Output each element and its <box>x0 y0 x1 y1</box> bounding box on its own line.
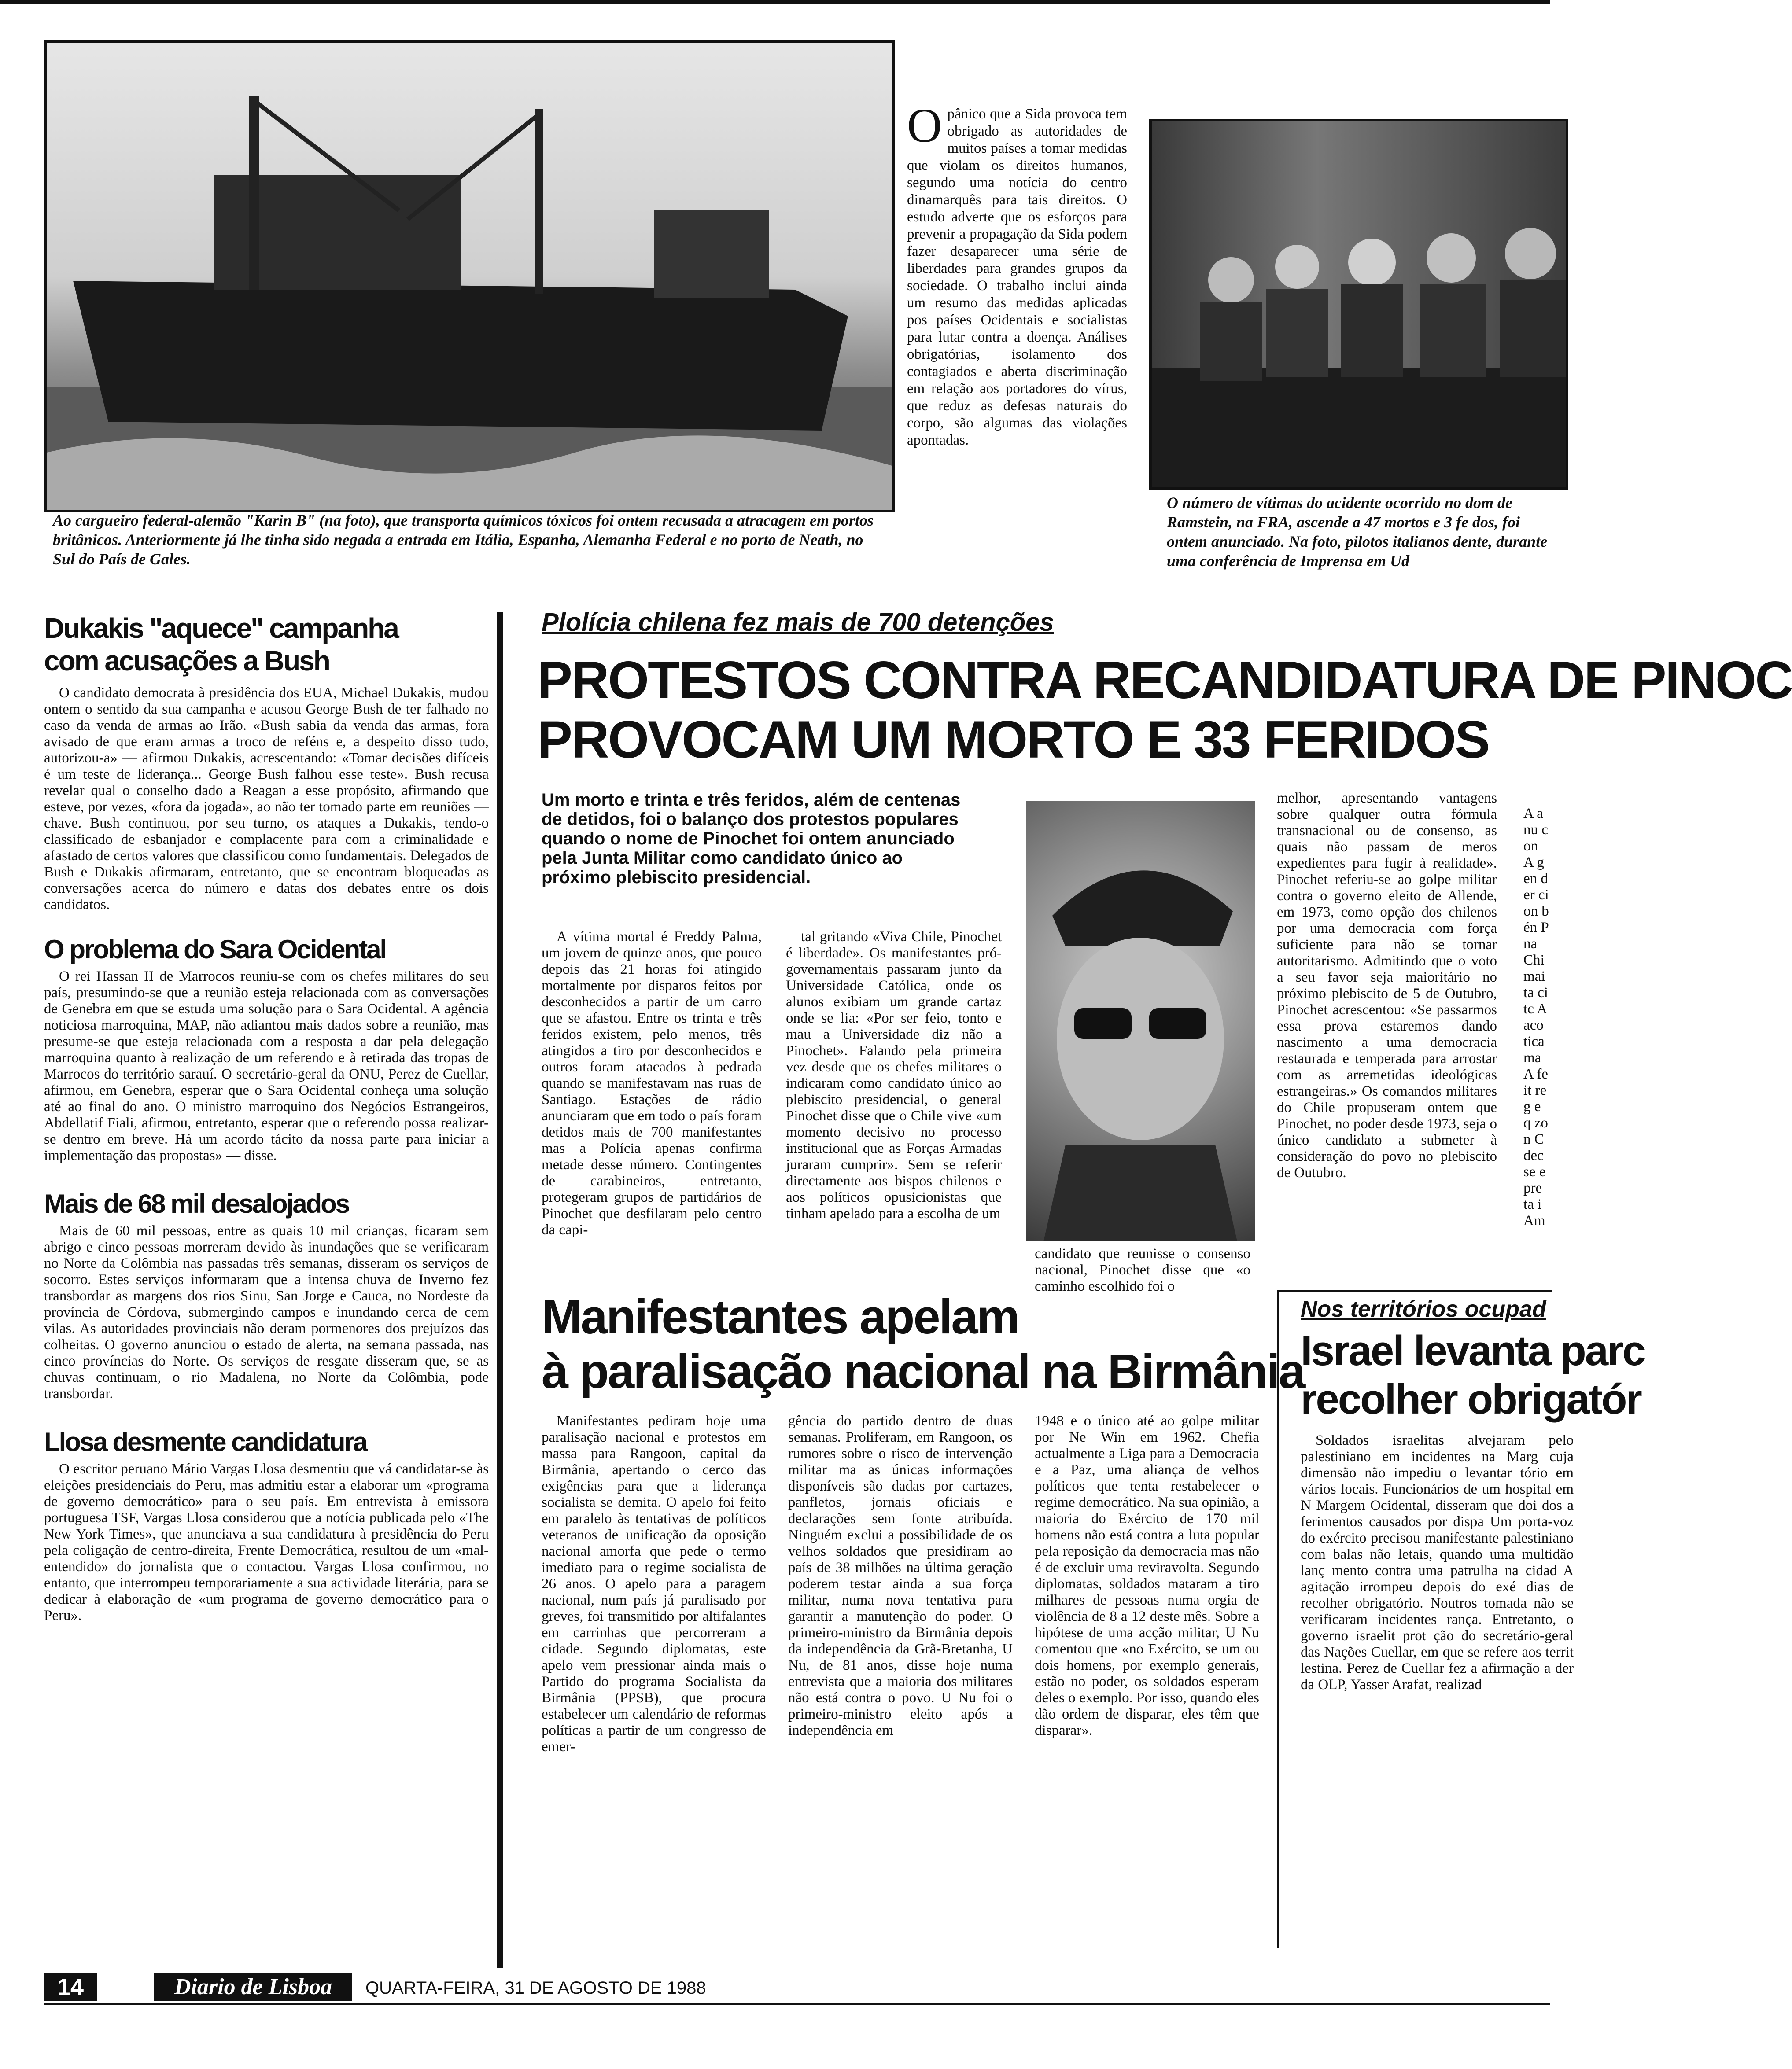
sida-dropcap: O <box>907 99 942 152</box>
pilots-photo <box>1149 119 1568 490</box>
pinochet-col-1: A vítima mortal é Freddy Palma, um jovem de quinze anos, que pouco depois das 21 horas foi atingido mortalmente por disparos feitos por desconhecidos a partir de um carro que se afastou. Entre os trinta e três feridos existem, pelo menos, três atingidos a tiro por desconhecidos e outros foram atacados à pedrada quando se manifestavam nas ruas de Santiago. Estações de rádio anunciaram que em todo o país foram detidos mais de 700 manifestantes mas a Polícia apenas confirma metade desse número. Contingentes de carabineiros, entretanto, protegeram grupos de partidários de Pinochet que desfilaram pelo centro da capi- <box>542 929 762 1238</box>
pinochet-photo <box>1026 801 1255 1241</box>
footer-rule <box>44 2003 1550 2005</box>
pinochet-col-5: A anu con A gen der cion bén P na Chi mai ta citc A aco tica ma A feit reg e q zon C dec se e pre ta i Am <box>1523 806 1549 1229</box>
birmania-headline-line-2: à paralisação nacional na Birmânia <box>542 1344 1305 1399</box>
pinochet-col-2: tal gritando «Viva Chile, Pinochet é liberdade». Os manifestantes pró-governamentais passaram junto da Universidade Católica, onde os alunos exibiam um grande cartaz onde se lia: «Por ser feio, tonto e mau a Universidade diz não a Pinochet». Falando pela primeira vez desde que os chefes militares o indicaram como candidato único ao plebiscito presidencial, o general Pinochet disse que o Chile vive «um momento decisivo no processo institucional que as Forças Armadas juraram cumprir». Sem se referir directamente aos bispos chilenos e aos políticos opusicionistas que tinham apelado para a escolha de um <box>786 929 1002 1222</box>
dukakis-text: O candidato democrata à presidência dos EUA, Michael Dukakis, mudou ontem o sentido da sua campanha e acusou George Bush de ter falhado no caso da venda de armas ao Irão. «Bush sabia da venda das armas, fora avisado de que eram armas a troco de reféns e, a despeito disso tudo, autorizou-a» — afirmou Dukakis, acrescentando: «Tomar decisões difíceis é um teste de liderança... George Bush falhou esse teste». Bush recusa revelar qual o conselho dado a Reagan a esse propósito, afirmando que esteve, por vezes, «fora da jogada», ao não ter tomado parte em reuniões — chave. Bush continuou, por seu turno, os ataques a Dukakis, tendo-o classificado de esbanjador e complacente para com a criminalidade e afastado de certos valores que classificou como fundamentais. Delegados de Bush e Dukakis afirmaram, entretanto, que se encontram bloqueadas as conversações acerca do número e datas dos debates entre os dois candidatos. <box>44 685 489 913</box>
birmania-col-1: Manifestantes pediram hoje uma paralisação nacional e protestos em massa para Rangoon, capital da Birmânia, apertando o cerco das exigências para que a liderança socialista se demita. O apelo foi feito em paralelo às tentativas de políticos veteranos de unificação da oposição nacional amorfa que pede o termo imediato para o regime socialista de 26 anos. O apelo para a paragem nacional, num país já paralisado por greves, foi transmitido por altifalantes em carrinhas que percorreram a cidade. Segundo diplomatas, este apelo vem pressionar ainda mais o Partido do programa Socialista da Birmânia (PPSB), que procura estabelecer um calendário de reformas políticas a partir de um congresso de emer- <box>542 1413 766 1755</box>
dukakis-title <box>44 612 489 677</box>
sara-title: O problema do Sara Ocidental <box>44 935 386 964</box>
pinochet-col-3: candidato que reunisse o consenso nacional, Pinochet disse que «o caminho escolhido foi o <box>1035 1246 1250 1294</box>
pinochet-lead: Um morto e trinta e três feridos, além de centenas de detidos, foi o balanço dos protestos populares quando o nome de Pinochet foi ontem anunciado pela Junta Militar como candidato único ao próximo plebiscito presidencial. <box>542 790 961 887</box>
israel-headline-line-1: Israel levanta parc <box>1301 1327 1645 1374</box>
ship-illustration <box>47 43 892 510</box>
ship-caption: Ao cargueiro federal-alemão "Karin B" (na foto), que transporta químicos tóxicos foi ontem recusada a atracagem em portos britânicos. Anteriormente já lhe tinha sido negada a entrada em Itália, Espanha, Alemanha Federal e no porto de Neath, no Sul do País de Gales. <box>53 512 874 568</box>
pinochet-headline-1: PROTESTOS CONTRA RECANDIDATURA DE PINOC <box>537 651 1792 710</box>
pinochet-illustration <box>1026 801 1255 1241</box>
birmania-col-2: gência do partido dentro de duas semanas. Proliferam, em Rangoon, os rumores sobre o risco de intervenção militar ma as únicas informações disponíveis são dadas por cartazes, panfletos, jornais oficiais e declarações sem fonte atribuída. Ninguém exclui a possibilidade de os velhos soldados que presidiram ao país de 38 milhões na última geração poderem testar ainda a sua força militar, numa nova tentativa para garantir a manutenção do poder. O primeiro-ministro da Birmânia depois da independência da Grã-Bretanha, U Nu, de 81 anos, disse hoje numa entrevista que a maioria dos militares não está contra o povo. U Nu foi o primeiro-ministro eleito após a independência em <box>788 1413 1013 1738</box>
pinochet-headline-2: PROVOCAM UM MORTO E 33 FERIDOS <box>537 710 1489 769</box>
llosa-text: O escritor peruano Mário Vargas Llosa desmentiu que vá candidatar-se às eleições presidenciais do Peru, mas admitiu estar a elaborar um «programa de governo democrático» para o seu país. Em entrevista à emissora portuguesa TSF, Vargas Llosa considerou que a notícia publicada pelo «The New York Times», que anunciava a sua candidatura à presidência do Peru pela coligação de centro-direita, Frente Democrática, resultou de um «mal-entendido» do jornalista que o contactou. Vargas Llosa confirmou, no entanto, que interrompeu temporariamente a sua actividade literária, para se dedicar à elaboração de «um programa de governo democrático para o Peru». <box>44 1461 489 1624</box>
israel-text: Soldados israelitas alvejaram pelo palestiniano em incidentes na Marg cuja dimensão não impediu o levantar tório em vários locais. Funcionários de um hospital em N Margem Ocidental, disseram que doi dos a ferimentos causados por dispa Um porta-voz do exército precisou manifestante palestiniano com balas não letais, quando uma multidão lanç mento contra uma patrulha na cidad A agitação irrompeu depois do exé dias de recolher obrigatório. Noutros tomada não se verificaram incidentes rança. Entretanto, o governo israelit prot ção do secretário-geral das Nações Cuellar, em que se refere aos territ lestina. Perez de Cuellar fez a afirmação a der da OLP, Yasser Arafat, realizad <box>1301 1432 1574 1693</box>
israel-headline-line-2: recolher obrigatór <box>1301 1376 1641 1423</box>
llosa-title: Llosa desmente candidatura <box>44 1427 367 1457</box>
sida-article <box>907 99 1127 449</box>
column-divider <box>497 612 503 1968</box>
footer-masthead: Diario de Lisboa <box>154 1973 352 2001</box>
top-rule <box>0 0 1550 4</box>
birmania-headline <box>542 1290 1304 1399</box>
birmania-col-3: 1948 e o único até ao golpe militar por Ne Win em 1962. Chefia actualmente a Liga para a Democracia e a Paz, uma aliança de velhos políticos que tenta restabelecer o regime democrático. Na sua opinião, a maioria do Exército de 170 mil homens não está contra a luta popular pela reposição da democracia mas não é de excluir uma reviravolta. Segundo diplomatas, soldados mataram a tiro milhares de pessoas numa orgia de violência de 8 a 12 deste mês. Sobre a hipótese de uma acção militar, U Nu comentou que «no Exército, se um ou dois homens, por exemplo generais, estão no poder, os soldados esperam deles o exemplo. Por isso, quando eles dão ordem de disparar, eles têm que disparar». <box>1035 1413 1259 1738</box>
pilots-caption: O número de vítimas do acidente ocorrido no dom de Ramstein, na FRA, ascende a 47 mortos e 3 fe dos, foi ontem anunciado. Na foto, pilotos italianos dente, durante uma conferência de Imprensa em Ud <box>1167 494 1548 570</box>
ship-photo <box>44 40 895 512</box>
dukakis-title-line-2: com acusações a Bush <box>44 645 329 677</box>
mais-text: Mais de 60 mil pessoas, entre as quais 10 mil crianças, ficaram sem abrigo e cinco pessoas morreram devido às inundações que se verificaram no Norte da Colômbia nas passadas três semanas, disseram os serviços de socorro. Estes serviços informaram que a intensa chuva de Inverno fez transbordar as margens dos rios Sinu, San Jorge e Cauca, no Nordeste da província de Córdova, submergindo campos e inundando cerca de cem vilas. As autoridades provinciais não deram pormenores dos prejuízos das colheitas. O governo anunciou o estado de alerta, na semana passada, nas cinco províncias do Norte. Os serviços de resgate disseram que, se as chuvas continuam, o rio Madalena, no Norte da Colômbia, pode transbordar. <box>44 1223 489 1402</box>
pinochet-col-4: melhor, apresentando vantagens sobre qualquer outra fórmula transnacional ou de consenso, as quais não passam de meros expedientes para fugir à realidade». Pinochet referiu-se ao golpe militar contra o governo eleito de Allende, em 1973, como opção dos chilenos por uma democracia com força suficiente para não se tornar autoritarismo. Admitindo que o voto a seu favor seja maioritário no próximo plebiscito de 5 de Outubro, Pinochet acrescentou: «Se passarmos essa prova estaremos dando nascimento a uma democracia restaurada e temperada para arrostar com as arremetidas ideológicas estrangeiras.» Os comandos militares do Chile propuseram ontem que Pinochet, no poder desde 1973, seja o único candidato a submeter à consideração do povo no plebiscito de Outubro. <box>1277 790 1497 1181</box>
birmania-headline-line-1: Manifestantes apelam <box>542 1290 1019 1344</box>
dukakis-title-line-1: Dukakis "aquece" campanha <box>44 612 398 644</box>
israel-box <box>1277 1290 1645 1948</box>
israel-headline <box>1301 1327 1645 1424</box>
footer-page-number: 14 <box>44 1973 97 2001</box>
pilots-illustration <box>1152 121 1566 487</box>
sida-text: pânico que a Sida provoca tem obrigado as autoridades de muitos países a tomar medidas que violam os direitos humanos, segundo uma notícia do centro dinamarquês para tais direitos. O estudo adverte que os esforços para prevenir a propagação da Sida podem fazer desaparecer uma série de liberdades para grandes grupos da sociedade. O trabalho inclui ainda um resumo das medidas aplicadas pos países Ocidentais e socialistas para lutar contra a doença. Análises obrigatórias, isolamento dos contagiados e aberta discriminação em relação aos portadores do vírus, que reduz as defesas naturais do corpo, são algumas das violações apontadas. <box>907 106 1127 448</box>
pinochet-kicker: Plolícia chilena fez mais de 700 detenções <box>542 608 1054 637</box>
sara-text: O rei Hassan II de Marrocos reuniu-se com os chefes militares do seu país, presumindo-se que a reunião esteja relacionada com as conversações de Genebra em que se estuda uma solução para o Sara Ocidental. A agência noticiosa marroquina, MAP, não adiantou mais dados sobre a reunião, mas presume-se que esteja relacionada com a resposta a dar pela delegação marroquina quanto à realização de um referendo e à retirada das tropas de Marrocos do território sarauí. O secretário-geral da ONU, Perez de Cuellar, afirmou, em Genebra, esperar que o Sara Ocidental conheça uma solução até ao final do ano. O ministro marroquino dos Negócios Estrangeiros, Abdellatif Fiali, afirmou, entretanto, esperar que o referendo possa realizar-se dentro em breve. Há um acordo tácito da nossa parte para iniciar a implementação das propostas» — disse. <box>44 968 489 1163</box>
footer-date: QUARTA-FEIRA, 31 DE AGOSTO DE 1988 <box>365 1978 706 1998</box>
left-column <box>44 612 489 1624</box>
mais-title: Mais de 68 mil desalojados <box>44 1189 349 1219</box>
israel-kicker: Nos territórios ocupad <box>1301 1296 1546 1322</box>
